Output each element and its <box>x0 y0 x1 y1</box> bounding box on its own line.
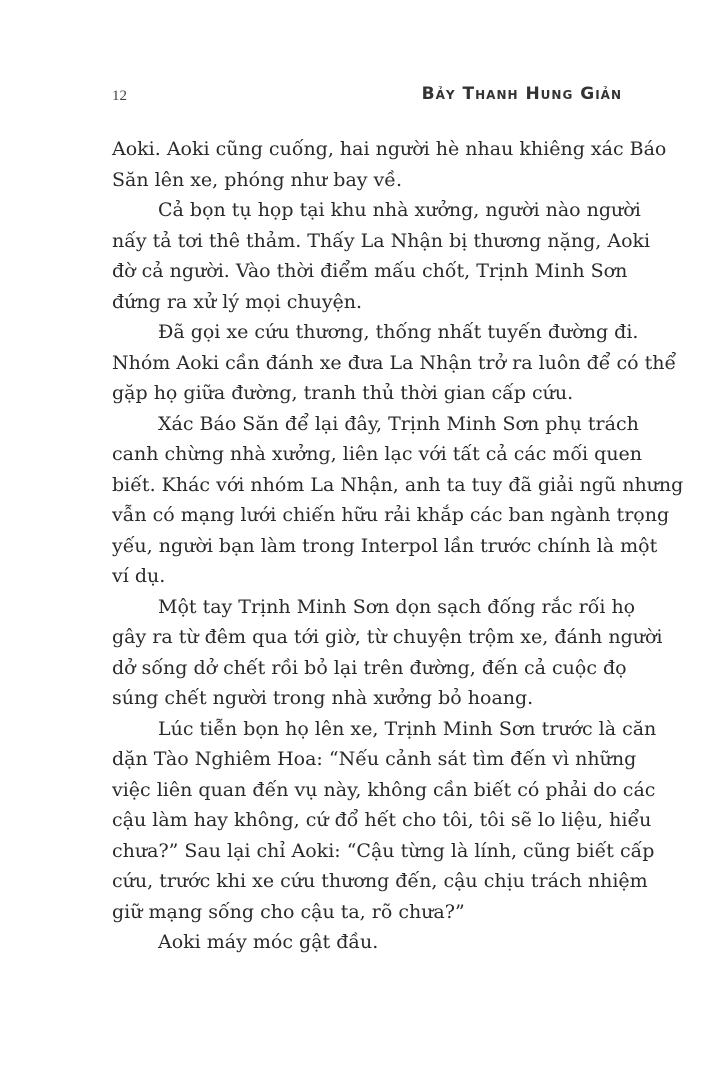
paragraph <box>112 317 677 409</box>
text-line: Một tay Trịnh Minh Sơn dọn sạch đống rắc rối họ <box>158 595 636 618</box>
text-line: cậu làm hay không, cứ đổ hết cho tôi, tôi sẽ lo liệu, hiểu <box>112 809 652 831</box>
paragraph <box>112 195 651 317</box>
text-line: ví dụ. <box>112 565 166 587</box>
text-line: canh chừng nhà xưởng, liên lạc với tất cả các mối quen <box>112 443 643 465</box>
text-line: Xác Báo Săn để lại đây, Trịnh Minh Sơn phụ trách <box>158 412 639 435</box>
text-line: dặn Tào Nghiêm Hoa: “Nếu cảnh sát tìm đến vì những <box>112 748 637 770</box>
text-line: gặp họ giữa đường, tranh thủ thời gian cấp cứu. <box>112 382 574 404</box>
paragraph <box>112 134 667 195</box>
text-line: nấy tả tơi thê thảm. Thấy La Nhận bị thương nặng, Aoki <box>112 229 651 252</box>
text-line: dở sống dở chết rồi bỏ lại trên đường, đến cả cuộc đọ <box>112 656 627 679</box>
text-line: Đã gọi xe cứu thương, thống nhất tuyến đường đi. <box>158 321 639 343</box>
paragraph <box>112 409 684 592</box>
text-line: đờ cả người. Vào thời điểm mấu chốt, Trịnh Minh Sơn <box>112 260 628 282</box>
text-line: việc liên quan đến vụ này, không cần biết có phải do các <box>112 778 656 801</box>
text-line: Nhóm Aoki cần đánh xe đưa La Nhận trở ra luôn để có thể <box>112 351 677 374</box>
text-line: gây ra từ đêm qua tới giờ, từ chuyện trộm xe, đánh người <box>112 626 663 648</box>
page-number: 12 <box>112 88 127 104</box>
text-line: Lúc tiễn bọn họ lên xe, Trịnh Minh Sơn trước là căn <box>158 717 657 740</box>
text-line: Săn lên xe, phóng như bay về. <box>112 168 403 191</box>
paragraph <box>112 714 657 928</box>
text-line: biết. Khác với nhóm La Nhận, anh ta tuy đã giải ngũ nhưng <box>112 473 684 496</box>
text-line: chưa?” Sau lại chỉ Aoki: “Cậu từng là lính, cũng biết cấp <box>112 839 655 862</box>
body-text <box>112 134 684 958</box>
text-line: vẫn có mạng lưới chiến hữu rải khắp các ban ngành trọng <box>112 504 670 526</box>
text-line: Aoki. Aoki cũng cuống, hai người hè nhau khiêng xác Báo <box>112 138 667 160</box>
text-line: cứu, trước khi xe cứu thương đến, cậu chịu trách nhiệm <box>112 870 648 892</box>
text-line: yếu, người bạn làm trong Interpol lần trước chính là một <box>112 534 658 557</box>
text-line: Cả bọn tụ họp tại khu nhà xưởng, người nào người <box>158 199 641 221</box>
text-line: giữ mạng sống cho cậu ta, rõ chưa?” <box>112 900 465 923</box>
running-title: Bảy Thanh Hung Giản <box>421 84 622 104</box>
paragraph <box>112 592 663 714</box>
text-line: đứng ra xử lý mọi chuyện. <box>112 290 363 313</box>
paragraph <box>112 927 622 958</box>
text-line: súng chết người trong nhà xưởng bỏ hoang. <box>112 687 534 709</box>
text-line: Aoki máy móc gật đầu. <box>158 931 379 953</box>
